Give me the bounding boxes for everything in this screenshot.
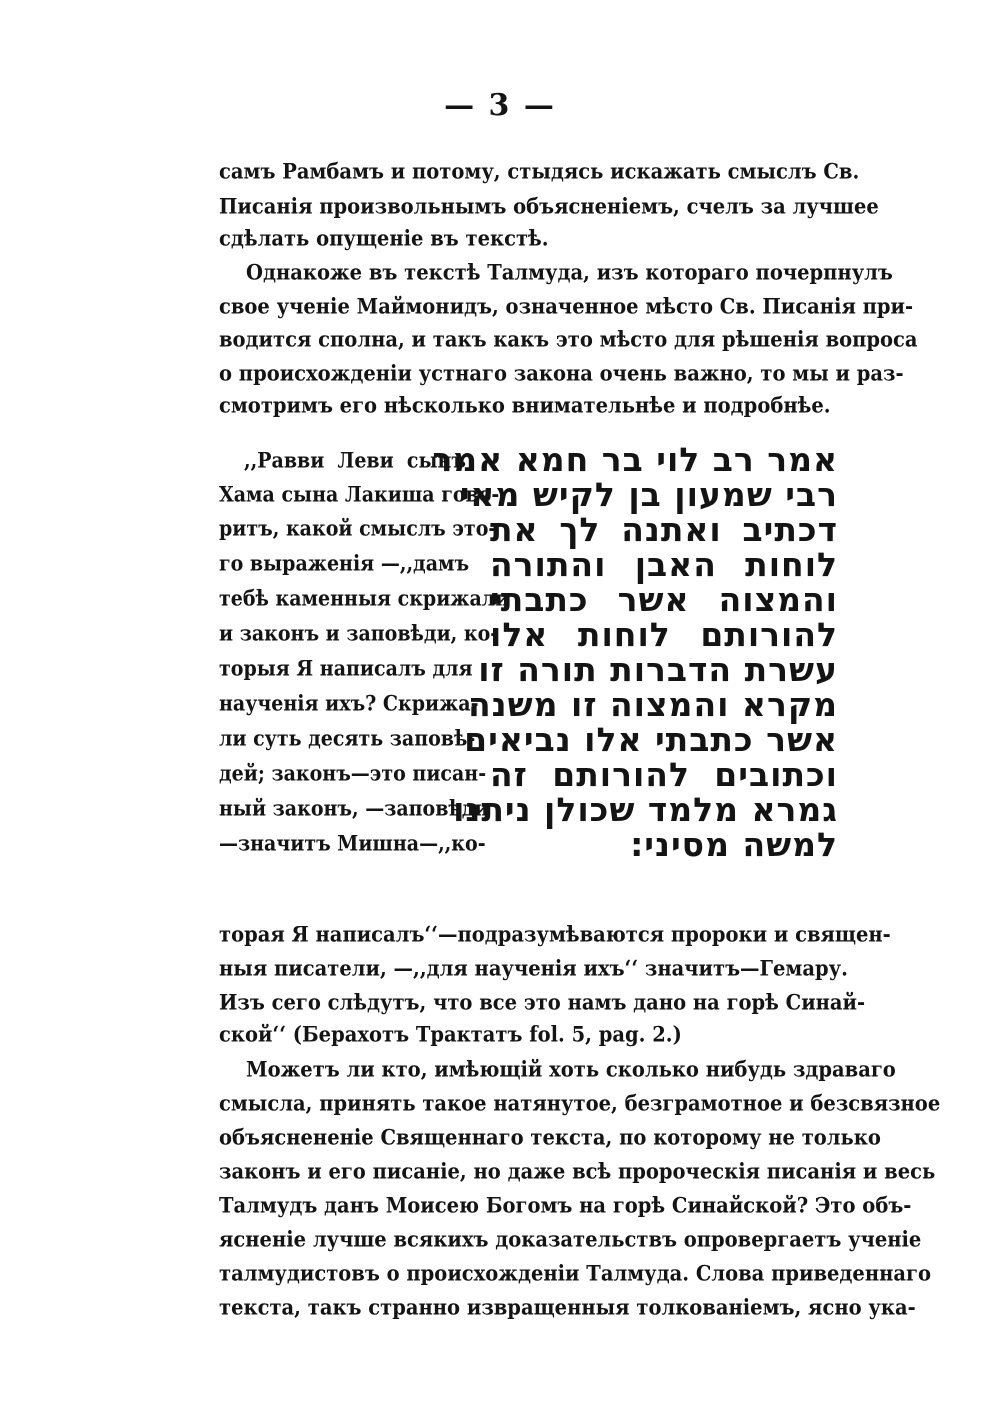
- column-line: ный законъ, —заповѣди: [219, 796, 489, 822]
- hebrew-line: וכתובים להורותם זה: [490, 755, 838, 794]
- hebrew-line: למשה מסיני:: [630, 825, 838, 864]
- column-line: Хама сына Лакиша гово-: [219, 482, 500, 508]
- column-line: го выраженія —,,дамъ: [219, 551, 470, 577]
- text-line: Можетъ ли кто, имѣющій хоть сколько нибудь здраваго: [246, 1056, 896, 1083]
- text-line: ясненіе лучше всякихъ доказательствъ опровергаетъ ученіе: [219, 1226, 922, 1253]
- hebrew-line: והמצוה אשר כתבתי: [490, 580, 838, 619]
- hebrew-line: עשרת הדברות תורה זו: [478, 650, 838, 689]
- column-line: —значитъ Мишна—,,ко-: [219, 831, 486, 857]
- text-line: Талмудъ данъ Моисею Богомъ на горѣ Синайской? Это объ-: [219, 1192, 912, 1219]
- text-line: свое ученіе Маймонидъ, означенное мѣсто Св. Писанія при-: [219, 293, 914, 320]
- text-line: Однакоже въ текстѣ Талмуда, изъ котораго почерпнулъ: [246, 259, 893, 286]
- text-line: законъ и его писаніе, но даже всѣ пророческія писанія и весь: [219, 1158, 936, 1185]
- text-line: Изъ сего слѣдутъ, что все это намъ дано на горѣ Синай-: [219, 989, 866, 1016]
- hebrew-line: להורותם לוחות אלו: [490, 615, 838, 654]
- text-line: самъ Рамбамъ и потому, стыдясь искажать смыслъ Св.: [219, 158, 860, 185]
- text-line: талмудистовъ о происхожденіи Талмуда. Слова приведеннаго: [219, 1260, 931, 1287]
- column-line: ли суть десять заповѣ-: [219, 726, 476, 752]
- column-line: наученія ихъ? Скрижа-: [219, 691, 479, 717]
- hebrew-line: אמר רב לוי בר חמא אמר: [432, 440, 838, 479]
- hebrew-line: גמרא מלמד שכולן ניתנו: [453, 790, 838, 829]
- column-line: дей; законъ—это писан-: [219, 761, 487, 787]
- hebrew-line: רבי שמעון בן לקיש מאי: [459, 475, 838, 514]
- hebrew-line: דכתיב ואתנה לך את: [490, 510, 838, 549]
- text-line: Писанія произвольнымъ объясненіемъ, счелъ за лучшее: [219, 193, 879, 220]
- column-line: торыя Я написалъ для: [219, 656, 473, 682]
- hebrew-line: אשר כתבתי אלו נביאים: [464, 720, 838, 759]
- text-line: ныя писатели, —,,для наученія ихъ‘‘ значитъ—Гемару.: [219, 955, 848, 982]
- hebrew-line: מקרא והמצוה זו משנה: [467, 685, 838, 724]
- text-line: ской‘‘ (Берахотъ Трактатъ fol. 5, pag. 2.): [219, 1021, 682, 1048]
- column-line: ,,Равви Леви сынъ: [244, 448, 466, 474]
- text-line: объяснененіе Священнаго текста, по которому не только: [219, 1124, 881, 1151]
- text-line: смотримъ его нѣсколько внимательнѣе и подробнѣе.: [219, 392, 831, 419]
- text-line: торая Я написалъ‘‘—подразумѣваются пророки и священ-: [219, 921, 891, 948]
- column-line: ритъ, какой смыслъ это-: [219, 516, 497, 542]
- text-line: о происхожденіи устнаго закона очень важно, то мы и раз-: [219, 360, 904, 387]
- text-line: смысла, принять такое натянутое, безграмотное и безсвязное: [219, 1090, 941, 1117]
- text-line: сдѣлать опущеніе въ текстѣ.: [219, 225, 549, 252]
- column-line: тебѣ каменныя скрижали: [219, 586, 510, 612]
- text-line: водится сполна, и такъ какъ это мѣсто для рѣшенія вопроса: [219, 326, 918, 353]
- hebrew-line: לוחות האבן והתורה: [490, 545, 838, 584]
- page-number: — 3 —: [444, 88, 556, 123]
- column-line: и законъ и заповѣди, ко-: [219, 621, 499, 647]
- text-line: текста, такъ странно извращенныя толкованіемъ, ясно ука-: [219, 1294, 916, 1321]
